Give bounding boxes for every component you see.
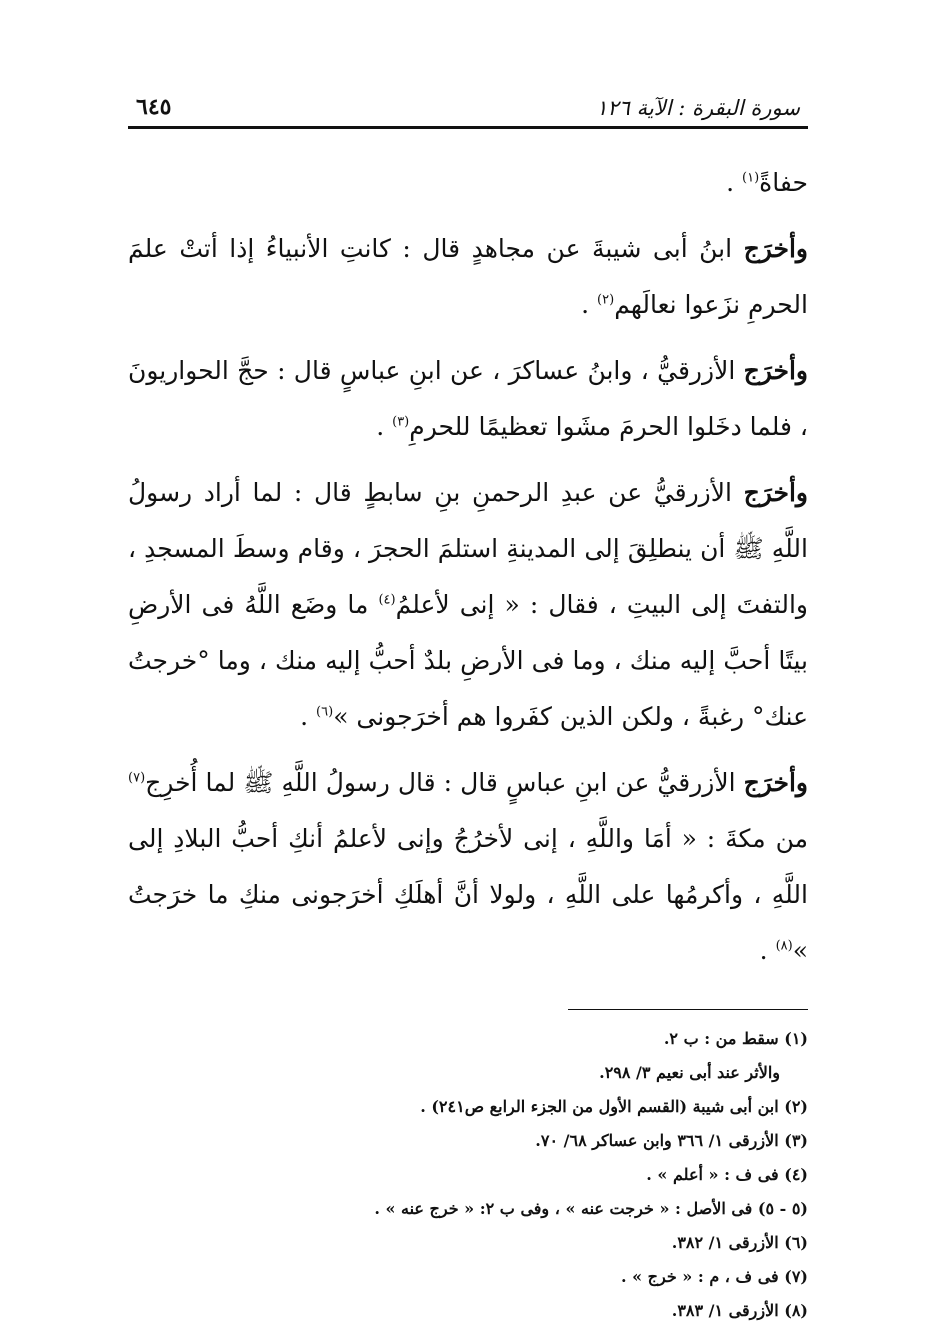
paragraph-keyword: وأخرَج [743,478,808,507]
paragraph-text: حفاةً [759,168,808,197]
header-rule [128,126,808,129]
paragraph-end: . [376,412,393,441]
footnote-ref: (٢) [597,292,615,308]
footnote: (٣) الأزرقى ١/ ٣٦٦ وابن عساكر ٦٨/ ٧٠. [535,1131,808,1150]
footnote: (٥ - ٥) فى الأصل : « خرجت عنه » ، وفى ب ٢: « خرج عنه » . [374,1199,808,1218]
paragraph [128,343,808,455]
footnote-ref: (٧) [128,770,146,786]
footnotes [128,1022,808,1328]
paragraph-end: . [300,702,317,731]
paragraph [128,221,808,333]
footnote-separator [568,1009,808,1010]
page-number: ٦٤٥ [136,94,172,120]
footnote: (٨) الأزرقى ١/ ٣٨٣. [671,1301,808,1320]
paragraph-text: من مكةَ : « أمَا واللَّهِ ، إنى لأخرُجُ وإنى لأعلمُ أنكِ أحبُّ البلادِ إلى اللَّهِ ، وأكرمُها على اللَّهِ ، ولولا أنَّ أهلَكِ أخرَجونى منكِ ما خرَجتُ » [128,824,808,965]
footnote: (٢) ابن أبى شيبة (القسم الأول من الجزء الرابع ص٢٤١) . [420,1097,808,1116]
paragraph-keyword: وأخرَج [743,768,808,797]
running-header [128,80,808,120]
footnote-ref: (٦) [316,704,334,720]
paragraph-text: الأزرقيُّ ، وابنُ عساكرَ ، عن ابنِ عباسٍ قال : حجَّ الحواريونَ ، فلما دخَلوا الحرمَ مشَوا تعظيمًا للحرمِ [128,356,808,441]
footnote-ref: (١) [742,170,760,186]
footnote: والأثر عند أبى نعيم ٣/ ٢٩٨. [599,1063,780,1082]
paragraph-text: ابنُ أبى شيبةَ عن مجاهدٍ قال : كانتِ الأنبياءُ إذا أتتْ علمَ الحرمِ نزَعوا نعالَهم [128,234,808,319]
paragraph-end: . [759,936,776,965]
footnote-ref: (٨) [775,938,793,954]
paragraph [128,755,808,979]
paragraph-text: ما وضَع اللَّهُ فى الأرضِ بيتًا أحبَّ إليه منك ، وما فى الأرضِ بلدٌ أحبُّ إليه منك ، وما °خرجتُ عنك° رغبةً ، ولكن الذين كفَروا هم أخرَجونى » [128,590,808,731]
footnote: (٧) فى ف ، م : « خرج » . [620,1267,808,1286]
paragraph [128,465,808,745]
footnote-ref: (٤) [378,592,396,608]
footnote: (٤) فى ف : « أعلم » . [646,1165,808,1184]
paragraph [128,155,808,211]
paragraph-end: . [581,290,598,319]
footnote: (٦) الأزرقى ١/ ٣٨٢. [671,1233,808,1252]
paragraph-keyword: وأخرَج [743,234,808,263]
paragraph-text: الأزرقيُّ عن عبدِ الرحمنِ بنِ سابطٍ قال : لما أراد رسولُ اللَّهِ ﷺ أن ينطلِقَ إلى المدينةِ استلمَ الحجرَ ، وقام وسطَ المسجدِ ، والتفتَ إلى البيتِ ، فقال : « إنى لأعلمُ [128,478,808,619]
footnote-ref: (٣) [392,414,410,430]
book-page [128,80,808,1328]
paragraph-keyword: وأخرَج [743,356,808,385]
paragraph-text: الأزرقيُّ عن ابنِ عباسٍ قال : قال رسولُ اللَّهِ ﷺ لما أُخرِج [145,768,744,797]
main-text [128,155,808,979]
paragraph-end: . [726,168,743,197]
footnote: (١) سقط من : ب ٢. [663,1029,808,1048]
surah-title: سورة البقرة : الآية ١٢٦ [596,96,800,120]
